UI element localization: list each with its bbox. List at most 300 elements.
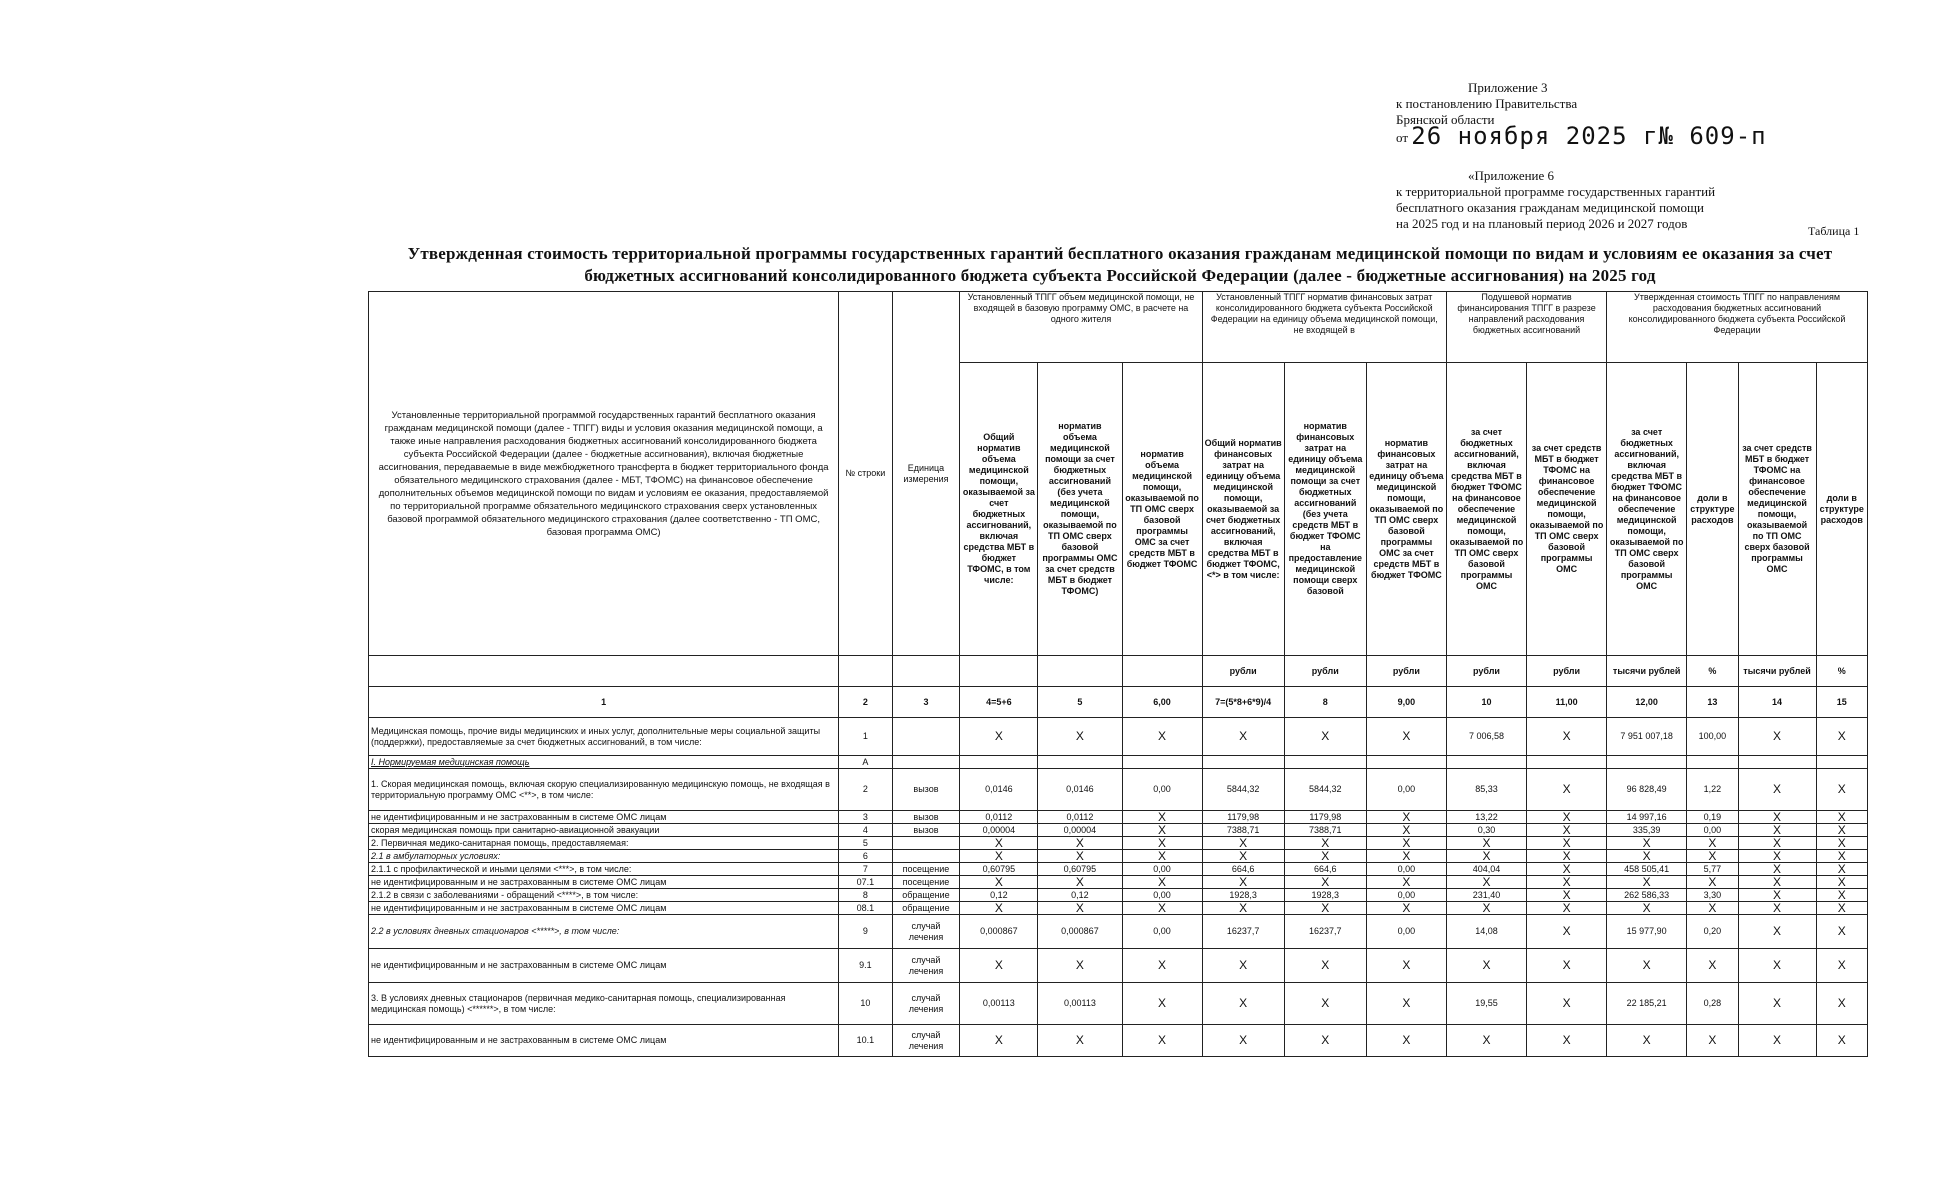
units-row [369, 656, 1868, 687]
row-description: Медицинская помощь, прочие виды медицинских и иных услуг, дополнительные меры социальной защиты (поддержки), предоставляемые за счет бюджетных ассигнований, в том числе: [369, 718, 839, 756]
row-value: 0,0112 [1038, 811, 1122, 824]
row-value: X [1202, 850, 1284, 863]
row-value: 0,12 [960, 889, 1038, 902]
row-value: X [1607, 949, 1687, 983]
row-value: 0,00 [1687, 824, 1738, 837]
row-value: X [1366, 949, 1446, 983]
unit-cell: тысячи рублей [1738, 656, 1816, 687]
row-value: 1928,3 [1284, 889, 1366, 902]
row-value: X [1202, 949, 1284, 983]
row-value: X [1816, 863, 1867, 876]
row-value: 1928,3 [1202, 889, 1284, 902]
row-value: X [1366, 850, 1446, 863]
row-value: X [1816, 949, 1867, 983]
handwritten-date: 26 ноября 2025 г№ 609-п [1411, 122, 1767, 150]
row-value: X [1527, 863, 1607, 876]
row-value: X [1038, 902, 1122, 915]
row-value: X [1284, 850, 1366, 863]
row-value: X [1738, 1025, 1816, 1057]
row-value: X [960, 902, 1038, 915]
header-group-volume: Установленный ТПГГ объем медицинской помощи, не входящей в базовую программу ОМС, в расчете на одного жителя [960, 292, 1202, 363]
row-number: 9 [839, 915, 892, 949]
row-value: X [1816, 1025, 1867, 1057]
row-value [1284, 756, 1366, 769]
row-value: 0,00 [1366, 889, 1446, 902]
column-number-cell: 1 [369, 687, 839, 718]
row-value: X [1527, 850, 1607, 863]
table-row [369, 769, 1868, 811]
row-value: X [1122, 850, 1202, 863]
row-value: X [1607, 1025, 1687, 1057]
row-value: 7 006,58 [1446, 718, 1526, 756]
row-value: X [1122, 1025, 1202, 1057]
row-value: 0,00113 [1038, 983, 1122, 1025]
row-value: X [1607, 837, 1687, 850]
header-sub-6: норматив объема медицинской помощи, оказываемой по ТП ОМС сверх базовой программы ОМС за счет средств МБТ в бюджет ТФОМС [1122, 363, 1202, 656]
row-value: 0,0146 [960, 769, 1038, 811]
row-value: 19,55 [1446, 983, 1526, 1025]
row-value [1527, 756, 1607, 769]
row-value: 5844,32 [1202, 769, 1284, 811]
row-value: X [1202, 1025, 1284, 1057]
header-sub-7: Общий норматив финансовых затрат на единицу объема медицинской помощи, оказываемой за счет бюджетных ассигнований, включая средства МБТ в бюджет ТФОМС, <*> в том числе: [1202, 363, 1284, 656]
row-value: X [1687, 902, 1738, 915]
row-number: 7 [839, 863, 892, 876]
row-value: X [1527, 1025, 1607, 1057]
row-value: X [1284, 718, 1366, 756]
column-number-cell: 5 [1038, 687, 1122, 718]
column-number-cell: 13 [1687, 687, 1738, 718]
row-value: X [1366, 876, 1446, 889]
row-value: 96 828,49 [1607, 769, 1687, 811]
row-description: не идентифицированным и не застрахованным в системе ОМС лицам [369, 811, 839, 824]
row-value: X [1738, 769, 1816, 811]
row-value: 7388,71 [1284, 824, 1366, 837]
row-value: X [1284, 983, 1366, 1025]
column-number-cell: 15 [1816, 687, 1867, 718]
row-value: X [1202, 983, 1284, 1025]
table-row [369, 983, 1868, 1025]
row-value: X [1687, 949, 1738, 983]
row-value: X [1738, 902, 1816, 915]
row-value [1816, 756, 1867, 769]
row-value: 0,12 [1038, 889, 1122, 902]
row-value: X [1816, 902, 1867, 915]
row-value: 16237,7 [1202, 915, 1284, 949]
row-description: не идентифицированным и не застрахованным в системе ОМС лицам [369, 949, 839, 983]
row-unit: посещение [892, 876, 960, 889]
row-value: X [1738, 850, 1816, 863]
row-unit: вызов [892, 769, 960, 811]
row-value: 0,00 [1122, 889, 1202, 902]
row-value: 0,00113 [960, 983, 1038, 1025]
header-group-approved-cost: Утвержденная стоимость ТПГГ по направлениям расходования бюджетных ассигнований консолидированного бюджета субъекта Российской Федерации [1607, 292, 1868, 363]
row-value: X [1038, 949, 1122, 983]
row-unit [892, 837, 960, 850]
row-value: X [1122, 824, 1202, 837]
row-value: X [1366, 718, 1446, 756]
row-value: 0,20 [1687, 915, 1738, 949]
row-value: X [1122, 718, 1202, 756]
header-sub-4: Общий норматив объема медицинской помощи, оказываемой за счет бюджетных ассигнований, включая средства МБТ в бюджет ТФОМС, в том числе: [960, 363, 1038, 656]
row-value [1687, 756, 1738, 769]
row-value: X [1738, 811, 1816, 824]
header-col-unit: Единица измерения [892, 292, 960, 656]
row-value: 0,0146 [1038, 769, 1122, 811]
row-description: 2.1.2 в связи с заболеваниями - обращений <****>, в том числе: [369, 889, 839, 902]
row-value [1366, 756, 1446, 769]
row-value: 22 185,21 [1607, 983, 1687, 1025]
row-value: X [1446, 837, 1526, 850]
row-value: X [1122, 811, 1202, 824]
row-value: X [1038, 876, 1122, 889]
row-value: X [1527, 902, 1607, 915]
row-value: 5,77 [1687, 863, 1738, 876]
row-value [1202, 756, 1284, 769]
column-number-cell: 8 [1284, 687, 1366, 718]
row-value: X [960, 949, 1038, 983]
row-number: 8 [839, 889, 892, 902]
row-value: X [1446, 949, 1526, 983]
row-value: X [1038, 850, 1122, 863]
row-unit: обращение [892, 889, 960, 902]
row-value: X [1527, 949, 1607, 983]
table-number: Таблица 1 [1808, 224, 1860, 238]
row-description: не идентифицированным и не застрахованным в системе ОМС лицам [369, 876, 839, 889]
row-value: X [960, 1025, 1038, 1057]
row-value: X [1816, 850, 1867, 863]
row-value: X [1738, 889, 1816, 902]
row-value: X [1446, 850, 1526, 863]
row-value: X [1816, 915, 1867, 949]
row-value: 1179,98 [1284, 811, 1366, 824]
row-unit: посещение [892, 863, 960, 876]
row-description: 2.1.1 с профилактической и иными целями <***>, в том числе: [369, 863, 839, 876]
row-value: X [1816, 837, 1867, 850]
table-row [369, 850, 1868, 863]
column-number-cell: 12,00 [1607, 687, 1687, 718]
row-value: X [1738, 837, 1816, 850]
column-number-cell: 3 [892, 687, 960, 718]
row-value: 85,33 [1446, 769, 1526, 811]
header-sub-5: норматив объема медицинской помощи за счет бюджетных ассигнований (без учета медицинской помощи, оказываемой по ТП ОМС сверх базовой программы ОМС за счет средств МБТ в бюджет ТФОМС) [1038, 363, 1122, 656]
header-group-per-capita: Подушевой норматив финансирования ТПГГ в разрезе направлений расходования бюджетных ассигнований [1446, 292, 1606, 363]
row-value: 0,00 [1366, 863, 1446, 876]
row-value: X [1527, 837, 1607, 850]
column-number-cell: 4=5+6 [960, 687, 1038, 718]
row-value: X [960, 718, 1038, 756]
row-value: X [960, 837, 1038, 850]
row-description: I. Нормируемая медицинская помощь [369, 756, 839, 769]
row-value: X [1038, 718, 1122, 756]
row-value: X [1122, 983, 1202, 1025]
table-row [369, 915, 1868, 949]
unit-cell: рубли [1202, 656, 1284, 687]
row-number: 10.1 [839, 1025, 892, 1057]
row-value: X [1687, 850, 1738, 863]
row-value: 0,00 [1366, 769, 1446, 811]
table-row [369, 824, 1868, 837]
row-value: X [1527, 983, 1607, 1025]
row-value: 664,6 [1284, 863, 1366, 876]
row-value: X [960, 850, 1038, 863]
row-unit [892, 718, 960, 756]
unit-cell: % [1687, 656, 1738, 687]
row-number: 5 [839, 837, 892, 850]
row-value [960, 756, 1038, 769]
header-sub-13: доли в структуре расходов [1687, 363, 1738, 656]
row-value: X [1202, 876, 1284, 889]
row-value: X [1366, 1025, 1446, 1057]
row-value: X [1202, 837, 1284, 850]
row-value: 1179,98 [1202, 811, 1284, 824]
table-head [369, 292, 1868, 718]
row-value: 0,28 [1687, 983, 1738, 1025]
row-value: 458 505,41 [1607, 863, 1687, 876]
annex-line-2: к постановлению Правительства [1396, 96, 1578, 111]
row-unit: вызов [892, 824, 960, 837]
row-value: X [1527, 769, 1607, 811]
document-title: Утвержденная стоимость территориальной программы государственных гарантий бесплатного оказания гражданам медицинской помощи по видам и условиям ее оказания за счет бюджетных ассигнований консолидированного бюджета субъекта Российской Федерации (далее - бюджетные ассигнования) на 2025 год [407, 244, 1833, 285]
header-sub-11: за счет средств МБТ в бюджет ТФОМС на финансовое обеспечение медицинской помощи, оказываемой по ТП ОМС сверх базовой программы ОМС [1527, 363, 1607, 656]
row-description: 2. Первичная медико-санитарная помощь, предоставляемая: [369, 837, 839, 850]
row-value: X [1738, 824, 1816, 837]
column-number-cell: 14 [1738, 687, 1816, 718]
header-sub-9: норматив финансовых затрат на единицу объема медицинской помощи, оказываемой по ТП ОМС сверх базовой программы ОМС за счет средств МБТ в бюджет ТФОМС [1366, 363, 1446, 656]
row-description: 1. Скорая медицинская помощь, включая скорую специализированную медицинскую помощь, не входящая в территориальную программу ОМС <**>, в том числе: [369, 769, 839, 811]
table-row [369, 863, 1868, 876]
row-value: 0,60795 [960, 863, 1038, 876]
row-description: скорая медицинская помощь при санитарно-авиационной эвакуации [369, 824, 839, 837]
row-value: X [1738, 915, 1816, 949]
annex-line-1: Приложение 3 [1468, 80, 1548, 95]
row-value: X [1446, 1025, 1526, 1057]
table-row [369, 718, 1868, 756]
row-value: X [1284, 837, 1366, 850]
row-unit: случай лечения [892, 983, 960, 1025]
row-description: не идентифицированным и не застрахованным в системе ОМС лицам [369, 1025, 839, 1057]
row-value: 13,22 [1446, 811, 1526, 824]
row-value: X [1527, 718, 1607, 756]
row-value: 0,00 [1122, 915, 1202, 949]
row-value: 0,60795 [1038, 863, 1122, 876]
row-value: 16237,7 [1284, 915, 1366, 949]
row-value: X [1738, 876, 1816, 889]
row-unit [892, 756, 960, 769]
row-value: 231,40 [1446, 889, 1526, 902]
header-sub-10: за счет бюджетных ассигнований, включая средства МБТ в бюджет ТФОМС на финансовое обеспечение медицинской помощи, оказываемой по ТП ОМС сверх базовой программы ОМС [1446, 363, 1526, 656]
row-value: 0,00 [1366, 915, 1446, 949]
row-value: 0,00004 [960, 824, 1038, 837]
row-value: 0,30 [1446, 824, 1526, 837]
row-value: X [1122, 949, 1202, 983]
header-col-description: Установленные территориальной программой государственных гарантий бесплатного оказания гражданам медицинской помощи (далее - ТПГГ) виды и условия оказания медицинской помощи, а также иные направления расходования бюджетных ассигнований консолидированного бюджета субъекта Российской Федерации (далее - бюджетные ассигнования), включая бюджетные ассигнования, передаваемые в виде межбюджетного трансферта в бюджет территориального фонда обязательного медицинского страхования (далее - МБТ, ТФОМС) на финансовое обеспечение дополнительных объемов медицинской помощи по видам и условиям ее оказания, предоставляемой по территориальной программе обязательного медицинского страхования сверх установленных базовой программой обязательного медицинского страхования (далее соответственно - ТП ОМС, базовая программа ОМС) [369, 292, 839, 656]
row-value: X [1284, 1025, 1366, 1057]
unit-cell: рубли [1284, 656, 1366, 687]
row-value: X [1284, 949, 1366, 983]
appendix-line-4: на 2025 год и на плановый период 2026 и 2027 годов [1396, 216, 1688, 231]
row-value: 7 951 007,18 [1607, 718, 1687, 756]
row-description: не идентифицированным и не застрахованным в системе ОМС лицам [369, 902, 839, 915]
row-number: 3 [839, 811, 892, 824]
row-value: 0,19 [1687, 811, 1738, 824]
appendix-line-2: к территориальной программе государственных гарантий [1396, 184, 1716, 199]
row-value: X [1366, 824, 1446, 837]
row-unit [892, 850, 960, 863]
row-value: 335,39 [1607, 824, 1687, 837]
column-number-cell: 11,00 [1527, 687, 1607, 718]
row-value [1446, 756, 1526, 769]
header-group-cost-norm: Установленный ТПГГ норматив финансовых затрат консолидированного бюджета субъекта Российской Федерации на единицу объема медицинской помощи, не входящей в [1202, 292, 1446, 363]
annex-line-3: Брянской области [1396, 112, 1495, 127]
row-description: 2.1 в амбулаторных условиях: [369, 850, 839, 863]
row-unit: вызов [892, 811, 960, 824]
row-value: X [1038, 1025, 1122, 1057]
row-value: 1,22 [1687, 769, 1738, 811]
row-value: X [1687, 837, 1738, 850]
row-value: X [1527, 824, 1607, 837]
column-number-cell: 9,00 [1366, 687, 1446, 718]
row-value: 0,00 [1122, 769, 1202, 811]
header-sub-12: за счет бюджетных ассигнований, включая средства МБТ в бюджет ТФОМС на финансовое обеспечение медицинской помощи, оказываемой по ТП ОМС сверх базовой программы ОМС [1607, 363, 1687, 656]
row-value: X [1446, 902, 1526, 915]
row-value: X [1816, 718, 1867, 756]
row-value: 0,00 [1122, 863, 1202, 876]
row-value: X [1607, 850, 1687, 863]
annex-appendix [1396, 168, 1876, 232]
unit-cell: рубли [1446, 656, 1526, 687]
row-value: 262 586,33 [1607, 889, 1687, 902]
row-value: X [1816, 983, 1867, 1025]
row-value: X [1284, 876, 1366, 889]
unit-cell: тысячи рублей [1607, 656, 1687, 687]
row-value: X [1038, 837, 1122, 850]
row-number: 4 [839, 824, 892, 837]
row-unit: обращение [892, 902, 960, 915]
row-value: X [1738, 983, 1816, 1025]
row-value: 100,00 [1687, 718, 1738, 756]
row-value: X [1122, 837, 1202, 850]
table-row [369, 949, 1868, 983]
row-description: 3. В условиях дневных стационаров (первичная медико-санитарная помощь, специализированная медицинская помощь) <******>, в том числе: [369, 983, 839, 1025]
header-sub-8: норматив финансовых затрат на единицу объема медицинской помощи за счет бюджетных ассигнований (без учета средств МБТ в бюджет ТФОМС на предоставление медицинской помощи сверх базовой [1284, 363, 1366, 656]
appendix-line-1: «Приложение 6 [1468, 168, 1555, 183]
row-number: А [839, 756, 892, 769]
row-value: X [1366, 837, 1446, 850]
table-row [369, 1025, 1868, 1057]
table-body [369, 718, 1868, 1057]
row-value [1738, 756, 1816, 769]
row-value: X [1738, 718, 1816, 756]
row-value: X [1738, 949, 1816, 983]
row-value: 14,08 [1446, 915, 1526, 949]
row-value: X [1607, 876, 1687, 889]
unit-cell: рубли [1366, 656, 1446, 687]
row-value: X [1366, 902, 1446, 915]
row-value: X [1687, 1025, 1738, 1057]
row-value: X [1122, 876, 1202, 889]
row-value: X [1607, 902, 1687, 915]
row-value: X [1816, 769, 1867, 811]
row-value: 14 997,16 [1607, 811, 1687, 824]
column-number-cell: 10 [1446, 687, 1526, 718]
row-value: 0,00004 [1038, 824, 1122, 837]
row-value: X [960, 876, 1038, 889]
row-value: X [1366, 983, 1446, 1025]
row-number: 9.1 [839, 949, 892, 983]
table-row [369, 756, 1868, 769]
row-description: 2.2 в условиях дневных стационаров <*****>, в том числе: [369, 915, 839, 949]
appendix-line-3: бесплатного оказания гражданам медицинской помощи [1396, 200, 1704, 215]
row-unit: случай лечения [892, 949, 960, 983]
row-value: 15 977,90 [1607, 915, 1687, 949]
row-number: 2 [839, 769, 892, 811]
row-unit: случай лечения [892, 915, 960, 949]
header-sub-14: за счет средств МБТ в бюджет ТФОМС на финансовое обеспечение медицинской помощи, оказываемой по ТП ОМС сверх базовой программы ОМС [1738, 363, 1816, 656]
unit-cell: % [1816, 656, 1867, 687]
row-value: X [1527, 915, 1607, 949]
row-number: 1 [839, 718, 892, 756]
column-numbers-row [369, 687, 1868, 718]
row-number: 07.1 [839, 876, 892, 889]
row-value: X [1202, 902, 1284, 915]
row-value: 0,0112 [960, 811, 1038, 824]
row-value: 0,000867 [1038, 915, 1122, 949]
cost-table [368, 291, 1868, 1057]
row-value: X [1738, 863, 1816, 876]
row-value: X [1816, 876, 1867, 889]
annex-header [1396, 80, 1816, 150]
row-value: X [1527, 876, 1607, 889]
column-number-cell: 2 [839, 687, 892, 718]
row-value: X [1816, 811, 1867, 824]
row-value: 7388,71 [1202, 824, 1284, 837]
row-value: X [1446, 876, 1526, 889]
table-row [369, 811, 1868, 824]
table-row [369, 902, 1868, 915]
row-value [1122, 756, 1202, 769]
row-value: 664,6 [1202, 863, 1284, 876]
table-row [369, 876, 1868, 889]
row-value: X [1202, 718, 1284, 756]
column-number-cell: 7=(5*8+6*9)/4 [1202, 687, 1284, 718]
header-sub-15: доли в структуре расходов [1816, 363, 1867, 656]
unit-cell: рубли [1527, 656, 1607, 687]
annex-date-line [1396, 122, 1816, 150]
row-value: X [1527, 811, 1607, 824]
row-value: 0,000867 [960, 915, 1038, 949]
row-value: 404,04 [1446, 863, 1526, 876]
row-value: X [1122, 902, 1202, 915]
row-value: X [1687, 876, 1738, 889]
row-unit: случай лечения [892, 1025, 960, 1057]
row-number: 10 [839, 983, 892, 1025]
row-number: 08.1 [839, 902, 892, 915]
table-row [369, 889, 1868, 902]
row-value: X [1284, 902, 1366, 915]
column-number-cell: 6,00 [1122, 687, 1202, 718]
row-value: X [1366, 811, 1446, 824]
annex-date-prefix: от [1396, 130, 1409, 145]
row-value: 3,30 [1687, 889, 1738, 902]
row-value: 5844,32 [1284, 769, 1366, 811]
row-value: X [1527, 889, 1607, 902]
row-number: 6 [839, 850, 892, 863]
row-value: X [1816, 889, 1867, 902]
row-value [1607, 756, 1687, 769]
row-value: X [1816, 824, 1867, 837]
row-value [1038, 756, 1122, 769]
